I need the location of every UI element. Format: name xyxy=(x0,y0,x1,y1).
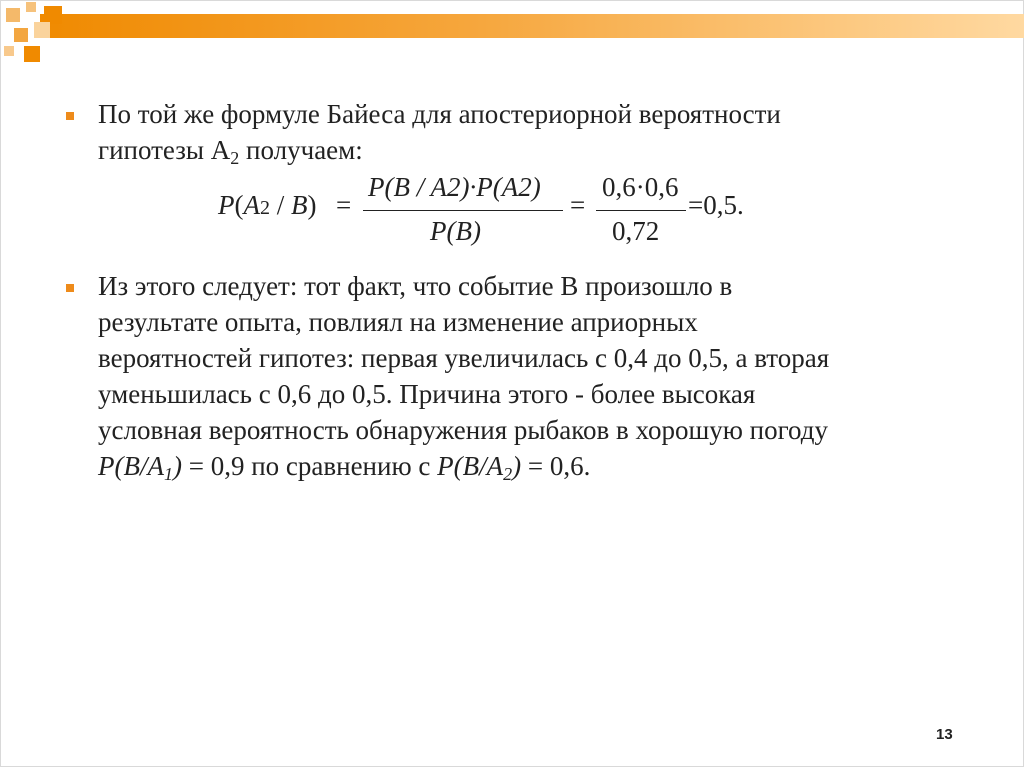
paragraph-conclusion xyxy=(98,268,978,484)
deco-square xyxy=(26,2,36,12)
text-line: По той же формуле Байеса для апостериорной вероятности xyxy=(98,99,781,129)
text-line: гипотезы $А_2$ получаем: xyxy=(98,135,363,168)
text-line: вероятностей гипотез: первая увеличилась с 0,4 до 0,5, а вторая xyxy=(98,343,830,373)
text-line: уменьшилась с 0,6 до 0,5. Причина этого - более высокая xyxy=(98,379,756,409)
page-number: 13 xyxy=(936,726,953,743)
deco-square xyxy=(6,8,20,22)
deco-square xyxy=(24,46,40,62)
fraction-bar xyxy=(363,210,563,211)
header-gradient-bar xyxy=(40,14,1024,38)
equals-sign: = xyxy=(336,190,352,220)
fraction-numerator: 0,6·0,6 xyxy=(602,172,679,202)
equals-sign: = xyxy=(570,190,586,220)
text-line: $P(B/A_1) = 0,9$ по сравнению с $P(B/A_2) = 0,6$. xyxy=(98,451,591,484)
deco-square xyxy=(4,46,14,56)
formula-lhs: P(A2 / B) xyxy=(218,190,317,220)
bayes-formula xyxy=(218,170,778,250)
fraction-bar xyxy=(596,210,686,211)
fraction-denominator: 0,72 xyxy=(612,216,660,246)
bullet-marker xyxy=(66,112,74,120)
text-line: результате опыта, повлиял на изменение априорных xyxy=(98,307,698,337)
fraction-denominator: P(B) xyxy=(430,216,481,246)
deco-square xyxy=(34,22,50,38)
formula-result: =0,5. xyxy=(688,190,744,220)
bullet-marker xyxy=(66,284,74,292)
text-line: Из этого следует: тот факт, что событие В произошло в xyxy=(98,271,733,301)
text-line: условная вероятность обнаружения рыбаков в хорошую погоду xyxy=(98,415,828,445)
fraction-numerator: P(B / A2)·P(A2) xyxy=(368,172,541,202)
paragraph-bayes-intro xyxy=(98,96,978,168)
deco-square xyxy=(14,28,28,42)
